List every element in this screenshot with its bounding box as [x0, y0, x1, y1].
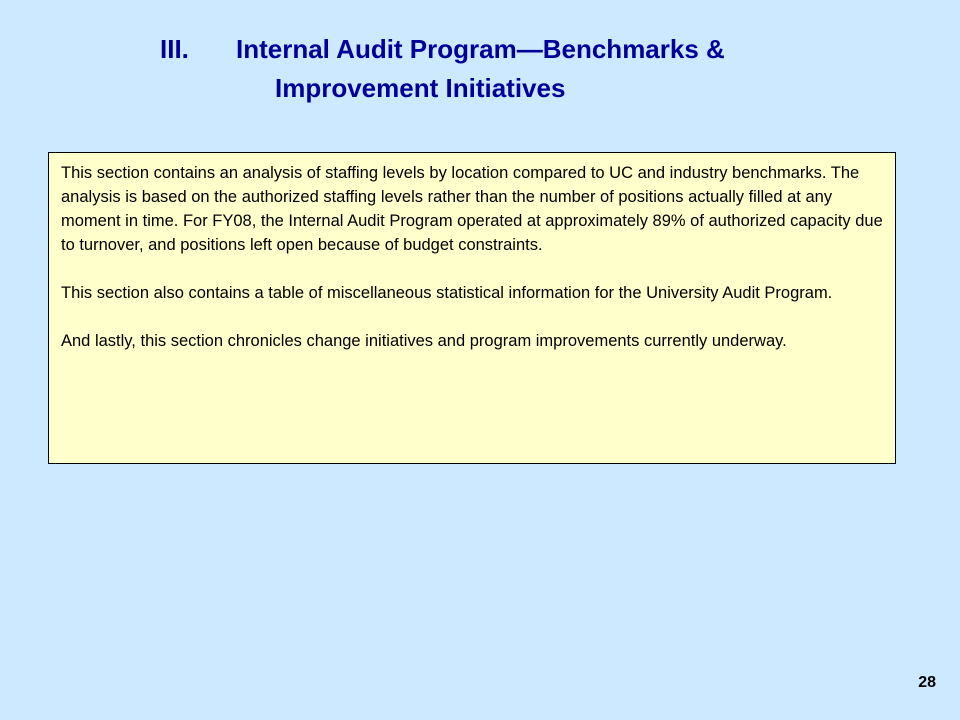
paragraph-statistics: This section also contains a table of miscellaneous statistical information for the University Audit Program. [61, 284, 833, 302]
section-number: III. [160, 34, 189, 64]
content-box [48, 152, 896, 464]
page-number: 28 [918, 674, 936, 691]
paragraph-staffing: This section contains an analysis of staffing levels by location compared to UC and industry benchmarks. The analysis is based on the authorized staffing levels rather than the number of positions actually filled at any moment in time. For FY08, the Internal Audit Program operated at approximately 89% of authorized capacity due to turnover, and positions left open because of budget constraints. [61, 164, 883, 254]
paragraph-initiatives: And lastly, this section chronicles change initiatives and program improvements currently underway. [61, 332, 787, 350]
page-title-line-1: Internal Audit Program—Benchmarks & [236, 34, 725, 64]
page-title-line-2: Improvement Initiatives [275, 73, 566, 103]
